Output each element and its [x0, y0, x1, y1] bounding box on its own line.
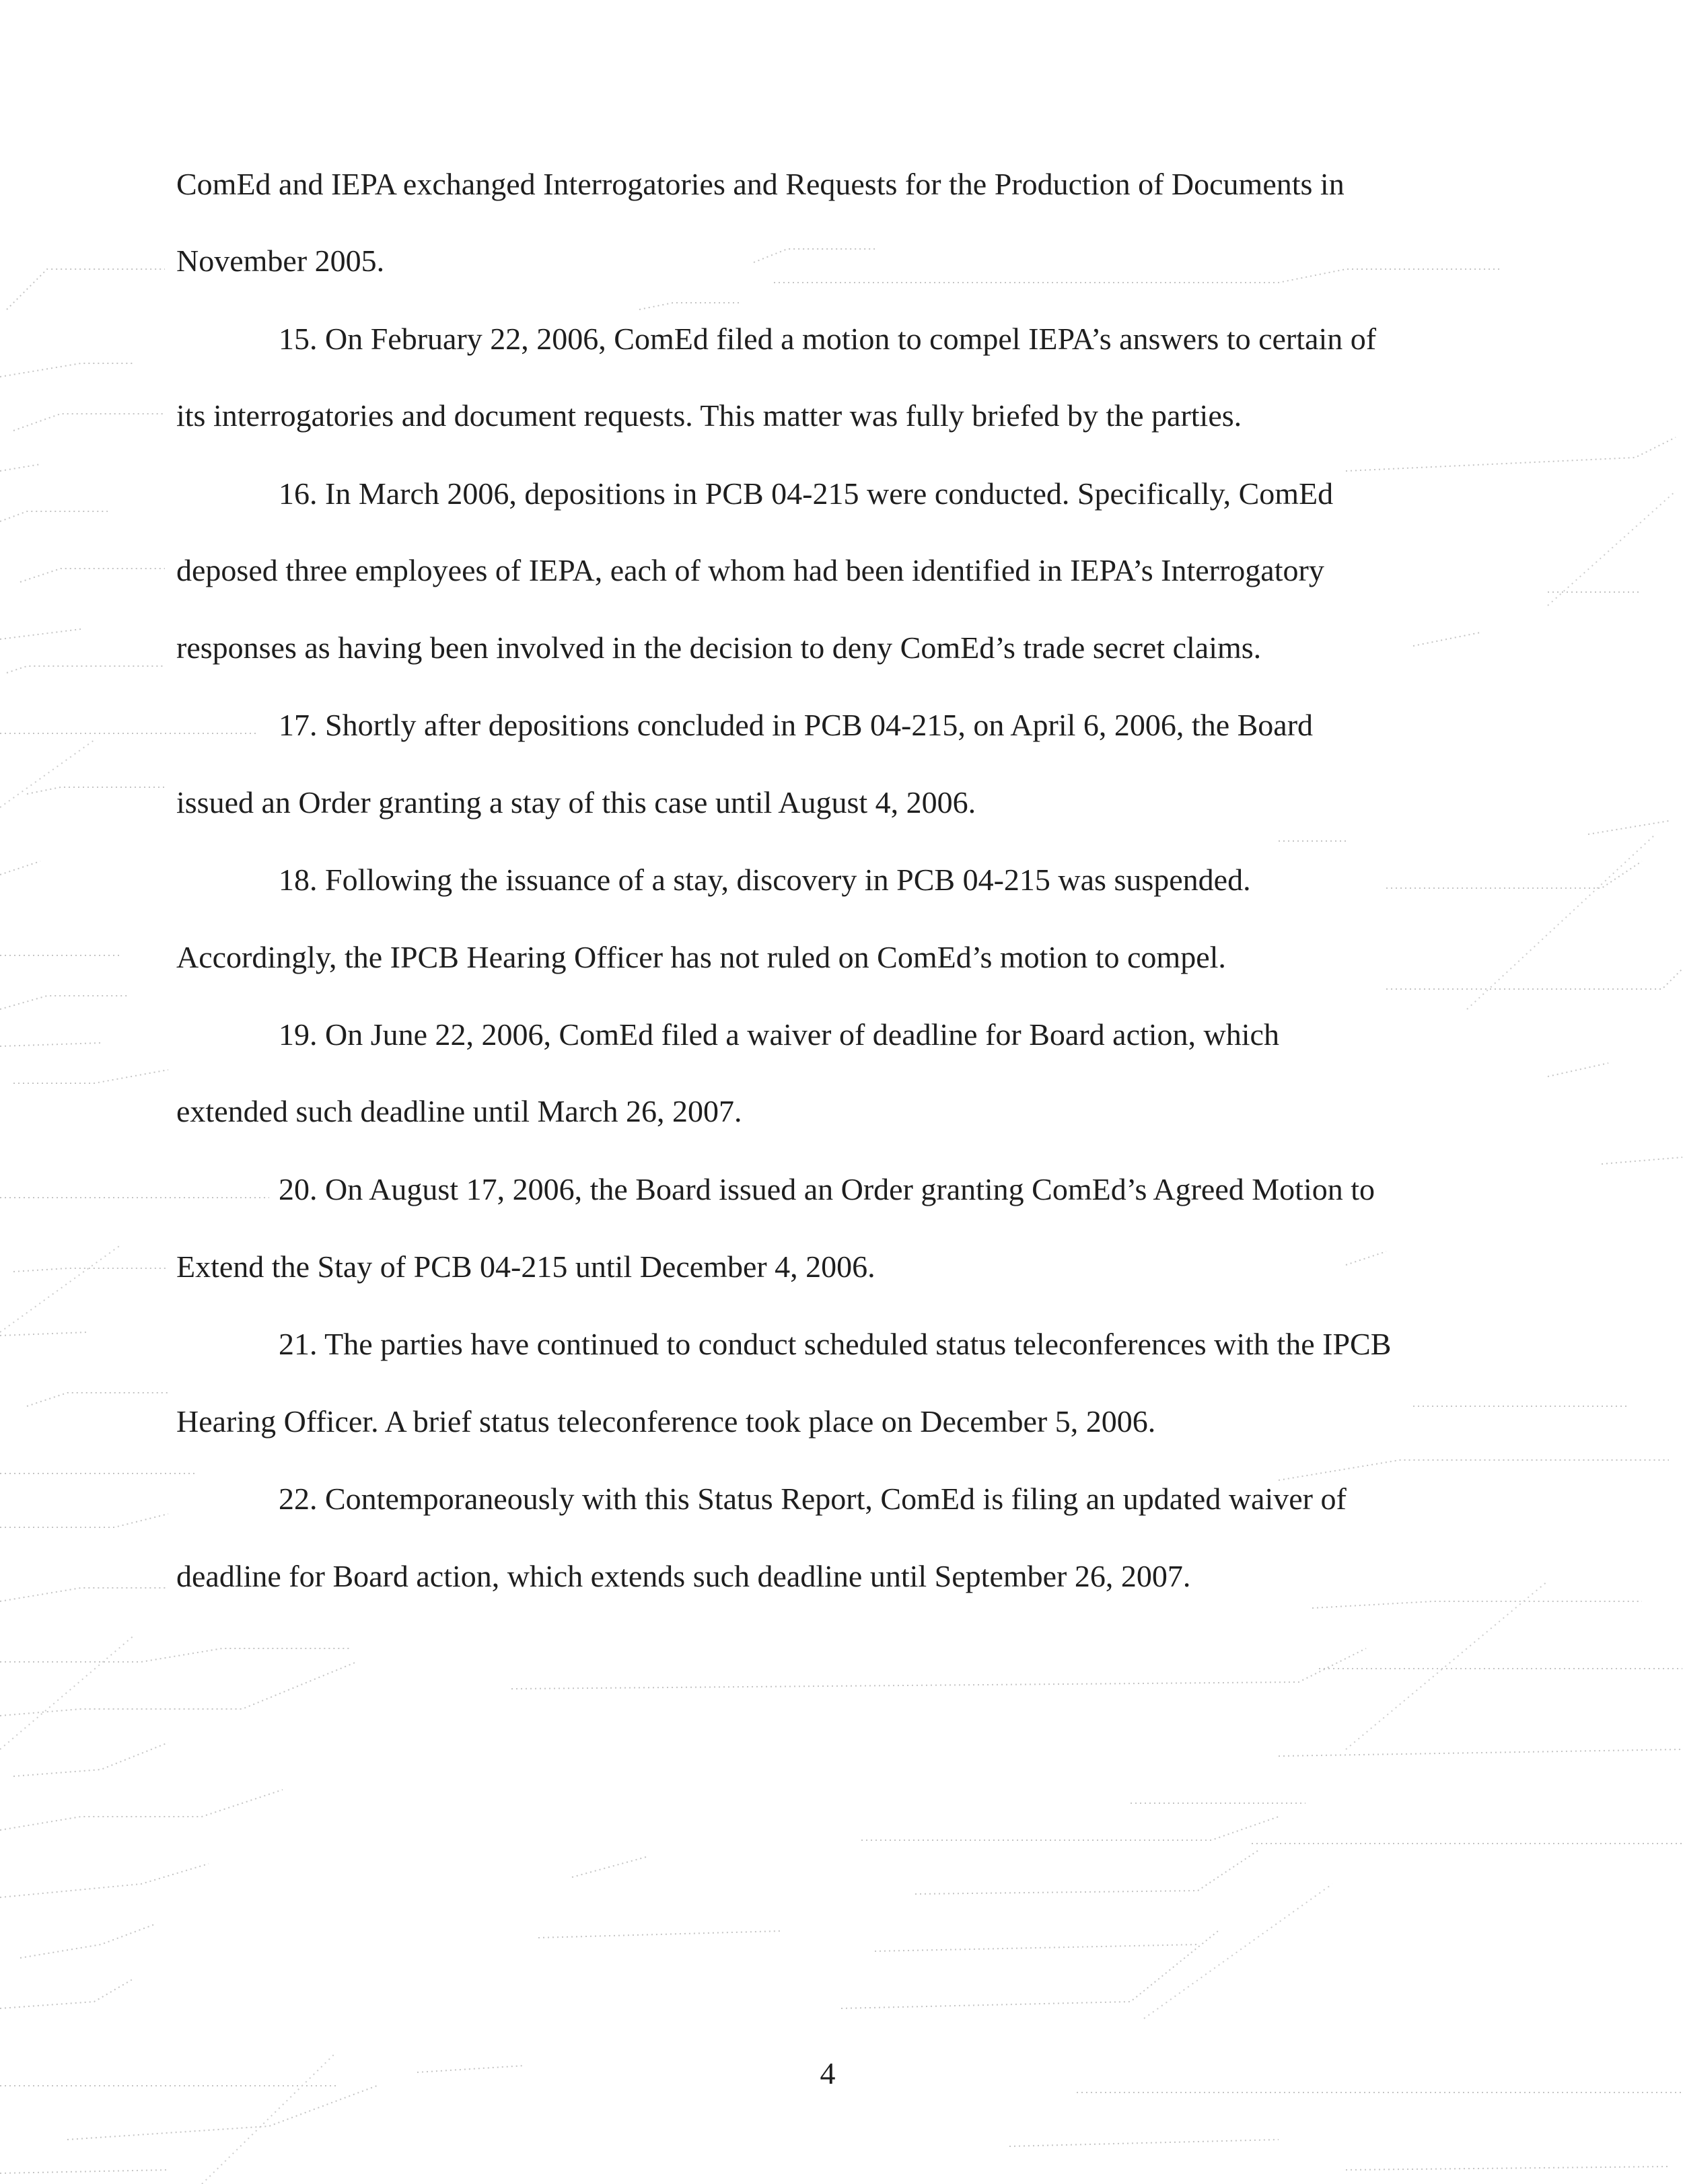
paragraph-18-line-1: 18. Following the issuance of a stay, discovery in PCB 04-215 was suspended.	[279, 863, 1251, 897]
paragraph-14-continuation-line-2: November 2005.	[176, 244, 385, 278]
paragraph-22-line-1: 22. Contemporaneously with this Status Report, ComEd is filing an updated waiver of	[279, 1482, 1347, 1516]
paragraph-22-line-2: deadline for Board action, which extends such deadline until September 26, 2007.	[176, 1559, 1191, 1593]
paragraph-14-continuation-line-1: ComEd and IEPA exchanged Interrogatories and Requests for the Production of Documents in	[176, 167, 1345, 201]
paragraph-19-line-2: extended such deadline until March 26, 2007.	[176, 1094, 742, 1128]
paragraph-19-line-1: 19. On June 22, 2006, ComEd filed a waiver of deadline for Board action, which	[279, 1017, 1279, 1052]
paragraph-21-line-1: 21. The parties have continued to conduct scheduled status teleconferences with the IPCB	[279, 1327, 1392, 1361]
paragraph-15-line-1: 15. On February 22, 2006, ComEd filed a motion to compel IEPA’s answers to certain of	[279, 322, 1377, 356]
paragraph-18-line-2: Accordingly, the IPCB Hearing Officer has not ruled on ComEd’s motion to compel.	[176, 940, 1226, 974]
paragraph-15-line-2: its interrogatories and document requests. This matter was fully briefed by the parties.	[176, 398, 1242, 433]
paragraph-20-line-2: Extend the Stay of PCB 04-215 until December 4, 2006.	[176, 1249, 875, 1284]
paragraph-20-line-1: 20. On August 17, 2006, the Board issued an Order granting ComEd’s Agreed Motion to	[279, 1172, 1375, 1206]
page-number: 4	[820, 2056, 836, 2090]
paragraph-16-line-1: 16. In March 2006, depositions in PCB 04-215 were conducted. Specifically, ComEd	[279, 476, 1334, 511]
paragraph-17-line-1: 17. Shortly after depositions concluded in PCB 04-215, on April 6, 2006, the Board	[279, 708, 1314, 742]
paragraph-17-line-2: issued an Order granting a stay of this case until August 4, 2006.	[176, 785, 976, 820]
paragraph-21-line-2: Hearing Officer. A brief status teleconference took place on December 5, 2006.	[176, 1404, 1156, 1439]
paragraph-16-line-2: deposed three employees of IEPA, each of whom had been identified in IEPA’s Interrogatory	[176, 553, 1324, 587]
paragraph-16-line-3: responses as having been involved in the decision to deny ComEd’s trade secret claims.	[176, 630, 1262, 665]
